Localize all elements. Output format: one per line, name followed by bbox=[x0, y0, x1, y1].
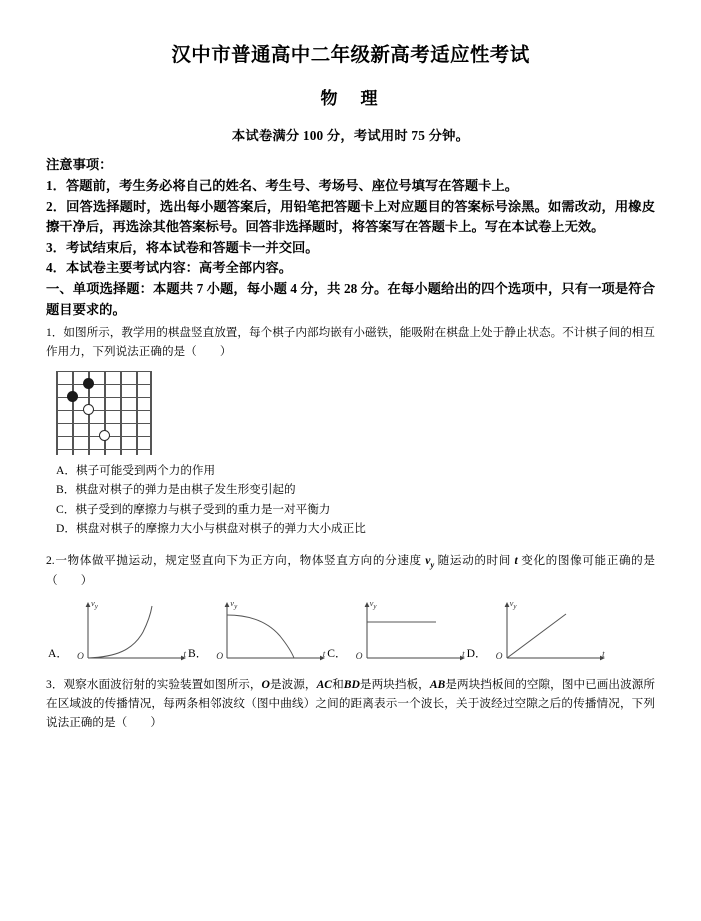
question-2-graphs bbox=[46, 600, 655, 662]
chess-stone-white bbox=[99, 430, 110, 441]
question-1-option-b[interactable] bbox=[46, 480, 655, 499]
question-2-stem bbox=[46, 552, 655, 591]
notice-item-4: 4．本试卷主要考试内容：高考全部内容。 bbox=[46, 260, 292, 276]
option-text: 棋子受到的摩擦力与棋子受到的重力是一对平衡力 bbox=[75, 502, 331, 516]
graph-origin-label: O bbox=[495, 652, 503, 663]
question-3-part4: 是两块挡板， bbox=[359, 678, 430, 692]
notice-item-2: 2．回答选择题时，选出每小题答案后，用铅笔把答题卡上对应题目的答案标号涂黑。如需改动，用橡皮擦干净后，再选涂其他答案标号。回答非选择题时，将答案写在答题卡上。写在本试卷上无效。 bbox=[46, 198, 655, 235]
graph-origin-label: O bbox=[355, 652, 363, 663]
graph-c bbox=[350, 600, 467, 662]
option-letter: C． bbox=[56, 502, 76, 516]
option-letter: A． bbox=[56, 463, 76, 477]
label-BD: BD bbox=[343, 678, 360, 692]
notice-heading: 注意事项： bbox=[46, 157, 113, 173]
variable-t: t bbox=[514, 553, 518, 567]
option-letter: C． bbox=[327, 647, 347, 661]
question-3-part3: 和 bbox=[332, 678, 344, 692]
option-text: 棋盘对棋子的摩擦力大小与棋盘对棋子的弹力大小成正比 bbox=[75, 522, 366, 536]
graph-x-label: t bbox=[602, 649, 605, 660]
graph-y-label: $v_y$ bbox=[90, 598, 98, 612]
graph-d bbox=[490, 600, 607, 662]
question-1-option-c[interactable] bbox=[46, 500, 655, 519]
option-letter: D． bbox=[56, 522, 76, 536]
question-1-option-a[interactable] bbox=[46, 461, 655, 480]
graph-c-svg bbox=[350, 600, 467, 662]
question-3-part5: 是两块挡板间的空隙，图中已画出波源所在区域波的传播情况，每两条相邻波纹（图中曲线）之间的距离表示一个波长，关于波经过空隙之后的传播情况，下列说法正确的是（ ） bbox=[46, 678, 655, 729]
graph-x-label: t bbox=[183, 649, 186, 660]
graph-a-svg bbox=[71, 600, 188, 662]
graph-x-label: t bbox=[462, 649, 465, 660]
graph-a bbox=[71, 600, 188, 662]
graph-x-label: t bbox=[322, 649, 326, 660]
question-2-option-d[interactable] bbox=[467, 600, 607, 662]
graph-b bbox=[210, 600, 327, 662]
graph-y-label: $v_y$ bbox=[369, 598, 377, 612]
option-letter: D． bbox=[466, 647, 487, 661]
graph-y-label: $v_y$ bbox=[230, 598, 238, 612]
question-3-part1: 3．观察水面波衍射的实验装置如图所示， bbox=[46, 678, 262, 692]
variable-vy: $v_y$ bbox=[425, 553, 435, 570]
question-2-option-a[interactable] bbox=[48, 600, 188, 662]
graph-b-svg bbox=[210, 600, 327, 662]
notice-item-3: 3．考试结束后，将本试卷和答题卡一并交回。 bbox=[46, 239, 319, 255]
graph-origin-label: O bbox=[216, 652, 224, 663]
graph-origin-label: O bbox=[76, 652, 84, 663]
section-one-heading: 一、单项选择题：本题共 7 小题，每小题 4 分，共 28 分。在每小题给出的四个选项中，只有一项是符合题目要求的。 bbox=[46, 281, 655, 317]
option-letter: B． bbox=[56, 483, 76, 497]
question-1-option-d[interactable] bbox=[46, 519, 655, 538]
score-line: 本试卷满分 100 分，考试用时 75 分钟。 bbox=[231, 128, 470, 144]
graph-y-label: $v_y$ bbox=[509, 598, 517, 612]
option-text: 棋盘对棋子的弹力是由棋子发生形变引起的 bbox=[75, 483, 296, 497]
option-text: 棋子可能受到两个力的作用 bbox=[75, 463, 216, 477]
chess-stone-black bbox=[67, 391, 78, 402]
exam-page bbox=[0, 44, 701, 921]
label-AC: AC bbox=[316, 678, 333, 692]
page-title: 汉中市普通高中二年级新高考适应性考试 bbox=[171, 45, 530, 66]
question-2-stem-part3: 变化的图像可能正确的是（ ） bbox=[46, 553, 655, 587]
question-2-option-c[interactable] bbox=[327, 600, 466, 662]
graph-d-svg bbox=[490, 600, 607, 662]
chess-stone-black bbox=[83, 378, 94, 389]
question-1-options bbox=[46, 461, 655, 539]
question-2-stem-part1: 2.一物体做平抛运动，规定竖直向下为正方向，物体竖直方向的分速度 bbox=[46, 553, 426, 567]
question-1-stem: 1．如图所示，教学用的棋盘竖直放置，每个棋子内部均嵌有小磁铁，能吸附在棋盘上处于静止状态。不计棋子间的相互作用力，下列说法正确的是（ ） bbox=[46, 326, 655, 359]
label-O: O bbox=[261, 678, 270, 692]
label-AB: AB bbox=[429, 678, 446, 692]
option-letter: A． bbox=[48, 647, 68, 661]
question-2-option-b[interactable] bbox=[188, 600, 327, 662]
subject-title: 物 理 bbox=[320, 89, 381, 109]
question-3-stem bbox=[46, 676, 655, 732]
question-3-part2: 是波源， bbox=[269, 678, 317, 692]
option-letter: B． bbox=[187, 647, 208, 661]
chess-stone-white bbox=[83, 404, 94, 415]
question-2-stem-part2: 随运动的时间 bbox=[434, 553, 515, 567]
notice-item-1: 1．答题前，考生务必将自己的姓名、考生号、考场号、座位号填写在答题卡上。 bbox=[46, 178, 519, 193]
chessboard-figure bbox=[56, 371, 152, 455]
